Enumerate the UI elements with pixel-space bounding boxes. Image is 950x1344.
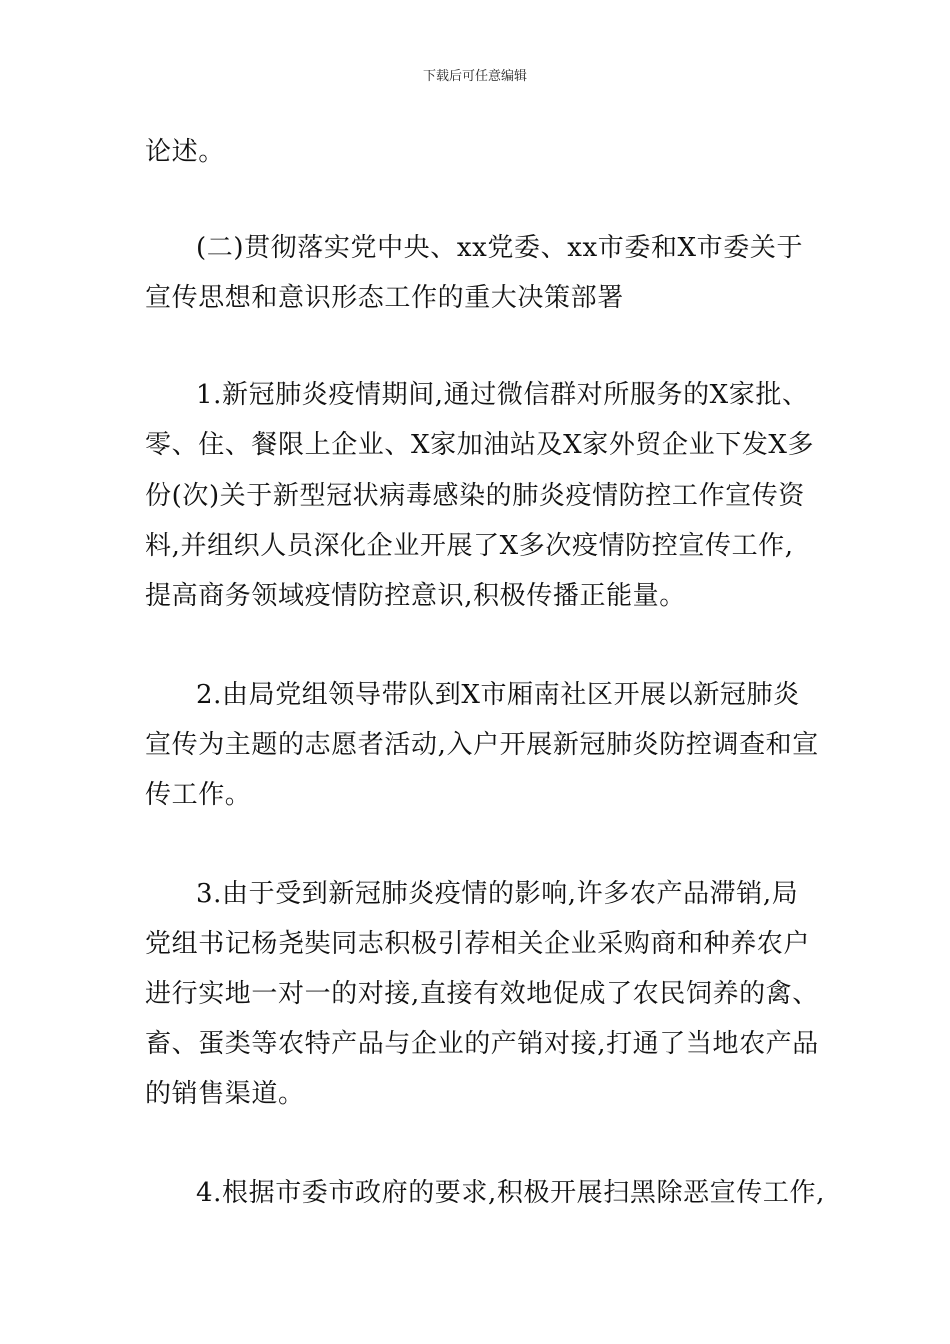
paragraph-3-line: 3.由于受到新冠肺炎疫情的影响,许多农产品滞销,局 — [196, 879, 799, 909]
paragraph-2-line: 传工作。 — [145, 780, 252, 810]
paragraph-3-line: 进行实地一对一的对接,直接有效地促成了农民饲养的禽、 — [145, 979, 819, 1009]
paragraph-3-line: 的销售渠道。 — [145, 1079, 305, 1109]
text-line: 论述。 — [145, 137, 225, 167]
paragraph-3-line: 党组书记杨尧奘同志积极引荐相关企业采购商和种养农户 — [145, 929, 811, 959]
section-heading-line: (二)贯彻落实党中央、xx党委、xx市委和X市委关于 — [196, 233, 804, 263]
paragraph-1-line: 份(次)关于新型冠状病毒感染的肺炎疫情防控工作宣传资 — [145, 481, 805, 511]
page-header-note: 下载后可任意编辑 — [422, 69, 527, 84]
paragraph-4-line: 4.根据市委市政府的要求,积极开展扫黑除恶宣传工作, — [196, 1178, 825, 1208]
section-heading-line: 宣传思想和意识形态工作的重大决策部署 — [145, 283, 624, 313]
paragraph-1-line: 提高商务领域疫情防控意识,积极传播正能量。 — [145, 581, 686, 611]
paragraph-2-line: 宣传为主题的志愿者活动,入户开展新冠肺炎防控调查和宣 — [145, 730, 819, 760]
paragraph-1-line: 1.新冠肺炎疫情期间,通过微信群对所服务的X家批、 — [196, 380, 809, 410]
paragraph-1-line: 料,并组织人员深化企业开展了X多次疫情防控宣传工作, — [145, 531, 794, 561]
paragraph-2-line: 2.由局党组领导带队到X市厢南社区开展以新冠肺炎 — [196, 680, 800, 710]
paragraph-1-line: 零、住、餐限上企业、X家加油站及X家外贸企业下发X多 — [145, 430, 815, 460]
paragraph-3-line: 畜、蛋类等农特产品与企业的产销对接,打通了当地农产品 — [145, 1029, 819, 1059]
